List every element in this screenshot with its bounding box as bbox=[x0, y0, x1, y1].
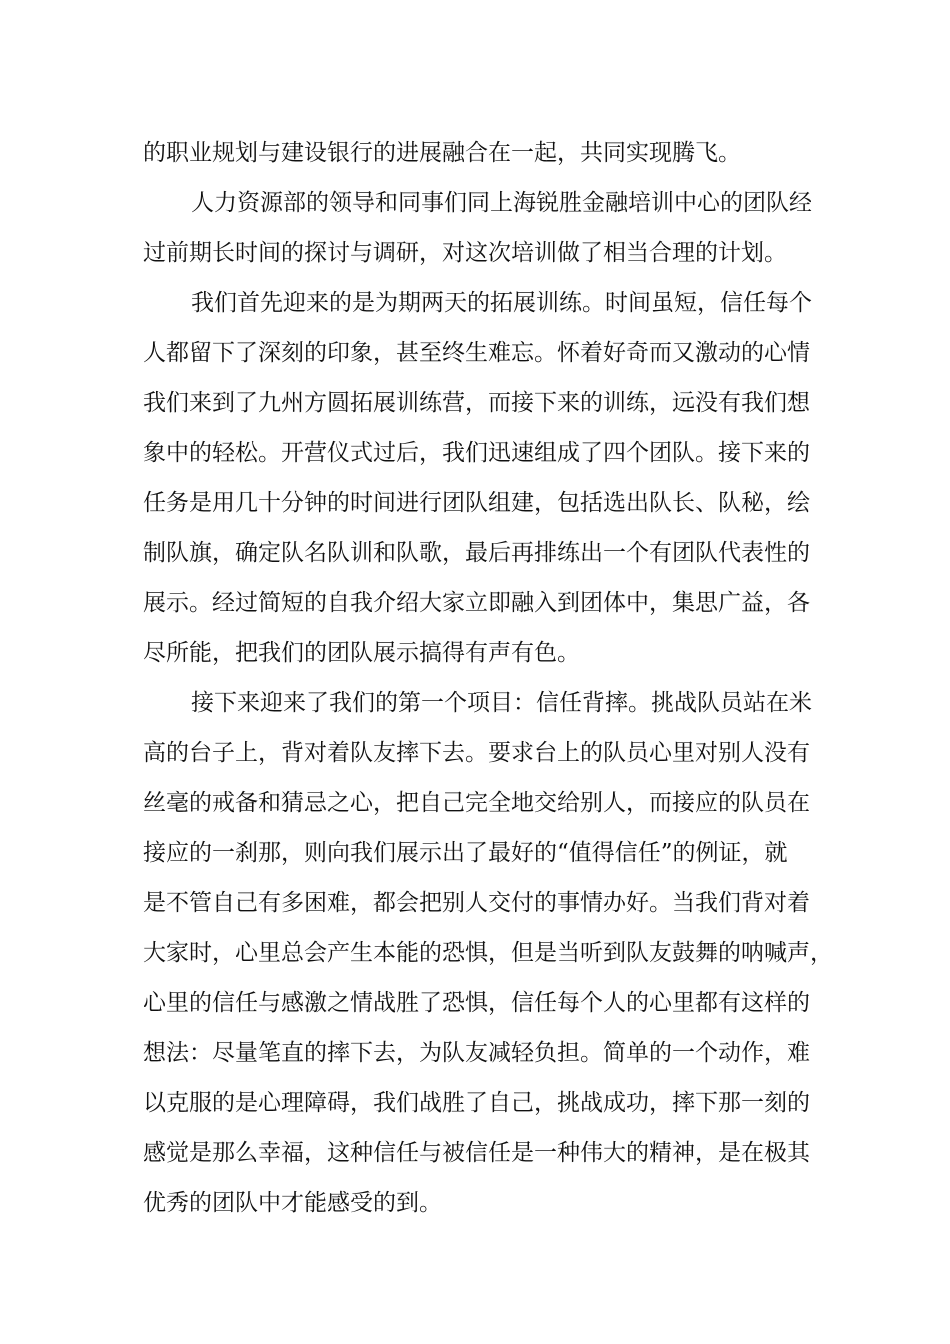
text-line: 人都留下了深刻的印象，甚至终生难忘。怀着好奇而又激动的心情 bbox=[143, 340, 810, 366]
text-line: 象中的轻松。开营仪式过后，我们迅速组成了四个团队。接下来的 bbox=[143, 440, 810, 466]
paragraph-first-line: 接下来迎来了我们的第一个项目：信任背摔。挑战队员站在米 bbox=[191, 690, 812, 716]
text-line: 我们来到了九州方圆拓展训练营，而接下来的训练，远没有我们想 bbox=[143, 390, 810, 416]
text-line: 感觉是那么幸福，这种信任与被信任是一种伟大的精神，是在极其 bbox=[143, 1140, 810, 1166]
text-line: 接应的一刹那，则向我们展示出了最好的“值得信任”的例证，就 bbox=[143, 840, 788, 866]
text-line: 展示。经过简短的自我介绍大家立即融入到团体中，集思广益，各 bbox=[143, 590, 810, 616]
text-line: 高的台子上，背对着队友摔下去。要求台上的队员心里对别人没有 bbox=[143, 740, 810, 766]
text-line: 是不管自己有多困难，都会把别人交付的事情办好。当我们背对着 bbox=[143, 890, 810, 916]
document-body bbox=[143, 128, 833, 1228]
paragraph-first-line: 人力资源部的领导和同事们同上海锐胜金融培训中心的团队经 bbox=[191, 190, 812, 216]
text-line: 尽所能，把我们的团队展示搞得有声有色。 bbox=[143, 640, 580, 666]
text-line: 大家时，心里总会产生本能的恐惧，但是当听到队友鼓舞的呐喊声， bbox=[143, 940, 833, 966]
text-line: 任务是用几十分钟的时间进行团队组建，包括选出队长、队秘，绘 bbox=[143, 490, 810, 516]
text-line: 丝毫的戒备和猜忌之心，把自己完全地交给别人，而接应的队员在 bbox=[143, 790, 810, 816]
text-line: 想法：尽量笔直的摔下去，为队友减轻负担。简单的一个动作，难 bbox=[143, 1040, 810, 1066]
text-line: 制队旗，确定队名队训和队歌，最后再排练出一个有团队代表性的 bbox=[143, 540, 810, 566]
text-line: 以克服的是心理障碍，我们战胜了自己，挑战成功，摔下那一刻的 bbox=[143, 1090, 810, 1116]
paragraph-first-line: 我们首先迎来的是为期两天的拓展训练。时间虽短，信任每个 bbox=[191, 290, 812, 316]
text-line: 过前期长时间的探讨与调研，对这次培训做了相当合理的计划。 bbox=[143, 240, 787, 266]
text-line: 心里的信任与感激之情战胜了恐惧，信任每个人的心里都有这样的 bbox=[143, 990, 810, 1016]
text-line: 的职业规划与建设银行的进展融合在一起，共同实现腾飞。 bbox=[143, 140, 741, 166]
text-line: 优秀的团队中才能感受的到。 bbox=[143, 1190, 442, 1216]
